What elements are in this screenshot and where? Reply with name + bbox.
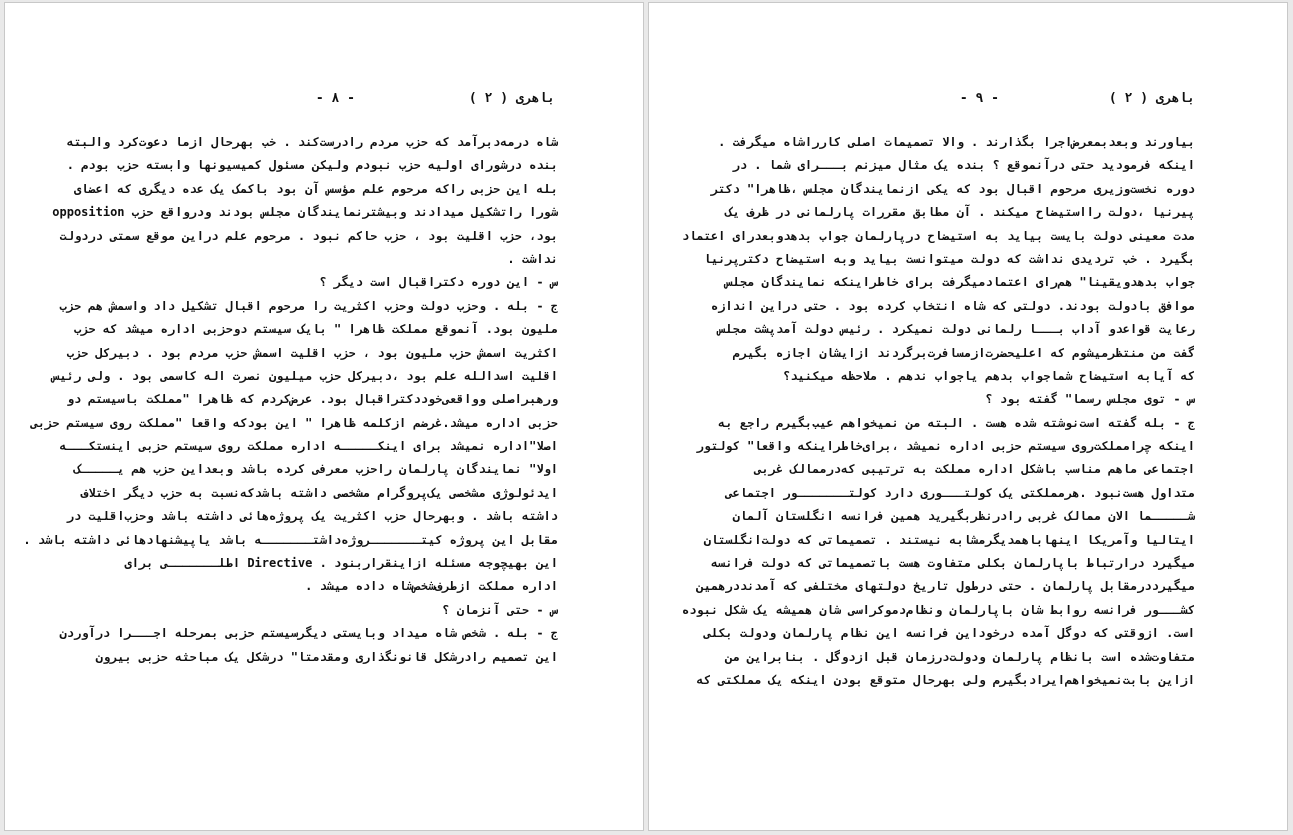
text-line: اینکه چرامملکت‌روی سیستم حزبی اداره نمیشد ،برای‌خاطراینکه واقعا" کولتور xyxy=(696,439,1195,454)
text-line: این تصمیم رادرشکل قانونگذاری ومقدمتا" درشکل یک مباحثه حزبی بیرون xyxy=(95,649,558,664)
text-line: بگیرد . خب تردیدی نداشت که دولت میتوانست بیاید وبه استیضاح دکترپرنیا xyxy=(703,251,1195,266)
text-line: ج - بله گفته است‌نوشته شده هست . البته من نمیخواهم عیب‌بگیرم راجع به xyxy=(718,415,1195,430)
text-line: ج - بله . وحزب دولت وحزب اکثریت را مرحوم اقبال تشکیل داد واسمش هم حزب xyxy=(59,298,558,313)
page-left xyxy=(4,2,644,831)
text-line: گفت من منتظرمیشوم که اعلیحضرت‌ازمسافرت‌برگردند ازایشان اجازه بگیرم xyxy=(732,345,1195,360)
text-line: شاه درمه‌دبرآمد که حزب مردم رادرست‌کند . خب بهرحال ازما دعوت‌کرد والبته xyxy=(66,135,558,149)
text-line: شورا راتشکیل میدادند وبیشترنمایندگان مجلس بودند ودرواقع حزب opposition xyxy=(52,205,558,220)
text-line: اقلیت اسدالله علم بود ،دبیرکل حزب میلیون نصرت اله کاسمی بود . ولی رئیس xyxy=(52,368,558,383)
text-line: ازاین بابت‌نمیخواهم‌ایرادبگیرم ولی بهرحال متوقع بودن اینکه یک مملکتی که xyxy=(696,672,1195,687)
text-line: اولا" نمایندگان پارلمان راحزب معرفی کرده باشد وبعداین حزب هم یـــــک xyxy=(73,462,558,477)
text-line: بیاورند وبعدبمعرض‌اجرا بگذارند . والا تصمیمات اصلی کارراشاه میگرفت . xyxy=(718,135,1195,149)
text-line: ایدئولوژی مشخصی یک‌پروگرام مشخصی داشته باشدکه‌نسبت به حزب دیگر اختلاف xyxy=(81,485,558,500)
text-line: متفاوت‌شده است بانظام پارلمان ودولت‌درزمان قبل ازدوگل . بنابراین من xyxy=(725,649,1195,664)
text-line: اینکه فرمودید حتی درآنموقع ؟ بنده یک مثال میزنم بـــرای شما . در xyxy=(732,158,1195,173)
text-line: شـــــما الان ممالک غربی رادرنظربگیرید همین فرانسه انگلستان آلمان xyxy=(732,509,1195,524)
text-line: موافق بادولت بودند. دولتی که شاه انتخاب کرده بود . حتی دراین اندازه xyxy=(710,298,1195,313)
text-line: بله این حزبی راکه مرحوم علم مؤسس آن بود باکمک یک عده دیگری که اعضای xyxy=(73,181,558,196)
text-line: اصلا"اداره نمیشد برای اینکـــــه اداره مملکت روی سیستم حزبی اینستکـــه xyxy=(59,439,558,454)
text-line: است. ازوقتی که دوگل آمده درخوداین فرانسه این نظام پارلمان ودولت بکلی xyxy=(703,626,1195,641)
text-line: بنده درشورای اولیه حزب نبودم ولیکن مسئول کمیسیونها وابسته حزب بودم . xyxy=(66,158,558,173)
text-line: نداشت . xyxy=(507,251,558,266)
text-line: پیرنیا ،دولت رااستیضاح میکند . آن مطابق مقررات پارلمانی در ظرف یک xyxy=(725,205,1195,220)
text-line: س - توی مجلس رسما" گفته بود ؟ xyxy=(985,392,1195,407)
text-line: ایتالیا وآمریکا اینهاباهمدیگرمشابه نیستند . تصمیماتی که دولت‌انگلستان xyxy=(703,532,1195,547)
running-title: باهری ( ۲ ) xyxy=(1108,91,1195,106)
page-right xyxy=(648,2,1288,831)
page-number: - ۹ - xyxy=(959,91,999,106)
text-line: میگیرددرمقابل پارلمان . حتی درطول تاریخ دولتهای مختلفی که آمدنددرهمین xyxy=(696,579,1195,594)
text-line: داشته باشد . وبهرحال حزب اکثریت یک پروژه‌هائی داشته باشد وحزب‌اقلیت در xyxy=(66,509,558,524)
text-line: کشـــور فرانسه روابط شان باپارلمان ونظام‌دموکراسی شان همیشه یک شکل نبوده xyxy=(682,602,1195,617)
page-header-left xyxy=(115,91,555,111)
page-number: - ۸ - xyxy=(315,91,355,106)
text-line: جواب بدهدویقینا" هم‌رای اعتمادمیگرفت برای خاطراینکه نمایندگان مجلس xyxy=(725,275,1195,290)
text-line: ملیون بود. آنموقع مملکت ظاهرا " بایک سیستم دوحزبی اداره میشد که حزب xyxy=(73,322,558,337)
text-line: ج - بله . شخص شاه میداد وبایستی دیگرسیستم حزبی بمرحله اجـــرا درآوردن xyxy=(59,626,558,641)
running-title: باهری ( ۲ ) xyxy=(468,91,555,106)
text-line: که آیابه استیضاح شماجواب بدهم یاجواب ندهم . ملاحظه میکنید؟ xyxy=(783,368,1195,383)
text-line: اداره مملکت ازطرف‌شخص‌شاه داده میشد . xyxy=(305,579,558,594)
text-line: ورهبراصلی وواقعی‌خوددکتراقبال بود. عرض‌کردم که ظاهرا "مملکت باسیستم دو xyxy=(66,392,558,407)
text-line: مدت معینی دولت بایست بیاید به استیضاح درپارلمان جواب بدهدوبعدرای اعتماد xyxy=(682,228,1195,243)
text-line: س - حتی آنزمان ؟ xyxy=(442,602,558,617)
text-line: اجتماعی ماهم مناسب باشکل اداره مملکت به ترتیبی که‌درممالک غربی xyxy=(754,462,1195,477)
text-line: اکثریت اسمش حزب ملیون بود ، حزب اقلیت اسمش حزب مردم بود . دبیرکل حزب xyxy=(66,345,558,360)
page-body-left xyxy=(23,131,558,669)
text-line: س - این دوره دکتراقبال است دیگر ؟ xyxy=(319,275,558,290)
page-header-right xyxy=(745,91,1195,111)
text-line: متداول هست‌نبود .هرمملکتی یک کولتـــوری دارد کولتـــــــور اجتماعی xyxy=(725,485,1195,500)
text-line: حزبی اداره میشد.غرضم ازکلمه ظاهرا " این بودکه واقعا "مملکت روی سیستم حزبی xyxy=(30,415,558,430)
text-line: مقابل این پروژه کیتـــــــروژه‌داشتـــــــه باشد یاپیشنهادهائی داشته باشد . xyxy=(23,532,558,547)
text-line: این بهیچوجه مسئله ازاینقراربنود . Directive اطلـــــــی برای xyxy=(124,556,558,571)
page-body-right xyxy=(682,131,1195,692)
text-line: میگیرد درارتباط باپارلمان بکلی متفاوت هست باتصمیماتی که دولت فرانسه xyxy=(710,556,1195,571)
text-line: رعایت قواعدو آداب بـــا رلمانی دولت نمیکرد . رئیس دولت آمدپشت مجلس xyxy=(718,322,1195,337)
text-line: دوره نخست‌وزیری مرحوم اقبال بود که یکی ازنمایندگان مجلس ،ظاهرا" دکتر xyxy=(710,181,1195,196)
text-line: بود، حزب اقلیت بود ، حزب حاکم نبود . مرحوم علم دراین موقع سمتی دردولت xyxy=(59,228,558,243)
